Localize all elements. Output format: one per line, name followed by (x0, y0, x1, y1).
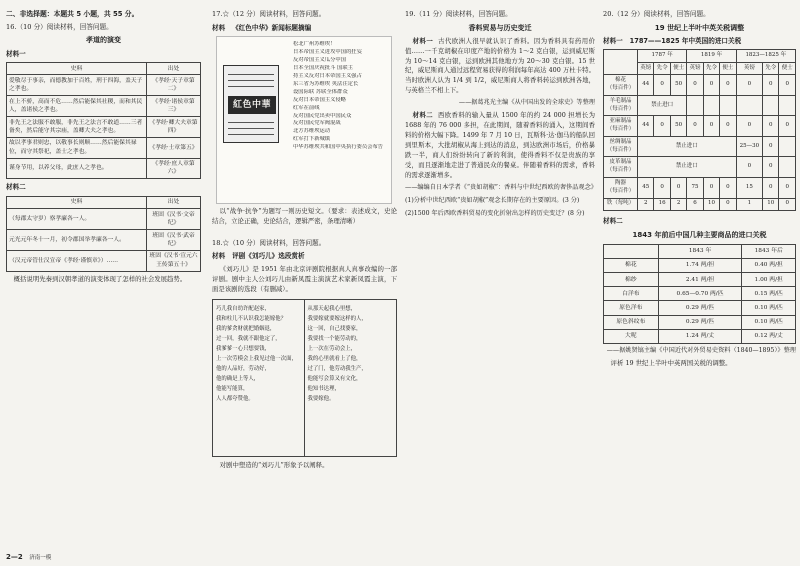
q19-material1-source: ——据葛兆光主编《从中国出发的全球史》等整理 (458, 99, 595, 107)
table-row: 大呢 1.24 两/丈 0.12 两/丈 (604, 329, 796, 343)
table-row: 皮革制品 （每百件） 禁止进口 0 0 (604, 157, 796, 178)
page-footer (6, 552, 51, 563)
q19-material2-body: 西欧香料的输入量从 1500 年的约 24 000 担增长为 1688 年的 76 000 多担，在此期间，随着香料的涌入，这期间香料的价格大幅下降。1499 年 7 月 10 日，瓦斯科·达·伽马的船队回到里斯本，大批胡椒从海上到达的消息，到达欧洲市场后，价格暴跌一半，商人们纷纷转向了新的利润，使得香料不仅是贵族的享受，而且逐渐地走进了普通民众的餐桌。伴随着香料的需求，香料的需求逐渐增多。 (405, 111, 595, 179)
page-number: 2—2 (6, 553, 23, 561)
headline: 反对国民党军阀混战 (293, 120, 341, 127)
q19-question-2: (2)1500 年后西欧香料贸易的变化折射出怎样的历史变迁？(8 分) (405, 209, 585, 217)
lyrics-table (212, 299, 397, 457)
q18-material-title: 评剧《刘巧儿》选段赏析 (232, 252, 305, 261)
headline: 日本帝国主义进攻中国的狂妄 (293, 49, 362, 56)
q19-title: 香料贸易与历史变迁 (468, 23, 532, 32)
q19-material2-label: 材料二 (412, 111, 434, 120)
q17-material-label: 材料 (212, 23, 226, 32)
column-4 (603, 10, 796, 369)
headline: 东三省为苏维埃 英法注定长 (293, 80, 359, 87)
headline: 反对国民党出卖中国民众 (293, 112, 352, 119)
table-row: 棉花 1.74 两/担 0.40 两/担 (604, 258, 796, 272)
lyrics-left: 巧儿我自幼许配赵家， 我和柱儿不认识我怎能嫁他？ 我的爹贪财就把婚姻退， 过一回，我就不跟他定了， 我爹爹一心只想要钱， 上一次劳模会上我见过他一次面， 他的人品好，劳动好， 他的确是上等人， 他能写能算， 人人都夸赞他。 (213, 300, 305, 456)
table-row: 元光元年冬十一月，初令郡国举孝廉各一人。 班固《汉书·武帝纪》 (7, 230, 201, 251)
headline: 红军在前线 (293, 104, 320, 111)
q19-material1-body: 古代欧洲人很早就认识了香料。因为香料具有药用价值……一千克胡椒在印度产地的价格为 1～2 克白银，运到威尼斯为 10～14 克白银，运到欧洲其他地方为 20～30 克白银。15 世纪，威尼斯商人通过远程贸易获得的利润每年高达 400 万杜卡特。当时欧洲人认为 1/4 到 1/2，威尼斯商人将香料转运到欧洲各地，与英格兰不相上下。 (405, 36, 595, 95)
table-header (604, 244, 659, 258)
table-header: 史料 (7, 196, 147, 208)
table-row: 在上不骄，高而不危……然后能保其社稷，而和其民人，盖诸侯之孝也。 《孝经·诸侯章第三》 (7, 96, 201, 117)
table-row: 陶器 （每百件） 45 0 0 75 0 0 15 0 0 (604, 178, 796, 199)
q18-question: 对剧中塑造的“刘巧儿”形象予以阐释。 (219, 460, 329, 469)
q20-question: 评析 19 世纪上半叶中英两国关税的调整。 (610, 358, 732, 367)
newspaper-image (216, 36, 392, 204)
headline: 日本全国庆祝批斗 国联主 (293, 64, 353, 71)
table-row: 谨身节用，以养父母，此庶人之孝也。 《孝经·庶人章第六》 (7, 158, 201, 179)
table-corner (604, 50, 638, 75)
q19-material1-label: 材料一 (412, 36, 434, 45)
year-header: 1819 年 (687, 50, 736, 63)
newspaper-masthead (223, 65, 279, 143)
table-header: 出处 (147, 63, 201, 75)
q16-title: 孝道的演变 (86, 36, 121, 45)
headline-list (293, 41, 389, 152)
q17-material-title-line (212, 24, 397, 34)
q20-table1: 1787 年 1819 年 1823—1825 年 英镑 先令 便士 英镑 先令 便士 英镑 先令 便士 棉花 （每百件） 44 0 50 0 0 0 0 0 0 羊毛制品 （每百件） 禁止进口 亚麻制品 （每百件） 44 0 50 0 0 0 0 0 0 丝绸制品 （每百件） 禁止进口 25—30 0 皮革制品 （每百件） 禁止进口 0 0 陶器 （每百件） 45 0 0 75 0 0 15 0 0 铁（每吨） 2 16 2 6 10 0 1 10 0 (603, 49, 796, 211)
q16-material2-label: 材料二 (6, 183, 26, 192)
q17-material-title: 《红色中华》新闻标题摘编 (232, 23, 312, 32)
headline: 设国际联 苏联全体群众 (293, 88, 348, 95)
table-row: 故以孝事君则忠，以敬事长则顺……然后能保其禄位，而守其祭祀，盖士之孝也。 《孝经·士章第五》 (7, 137, 201, 158)
q20-material1-label: 材料一 (603, 36, 623, 45)
lyrics-right: 从那天起我心里想， 我要嫁就要嫁这样的人， 这一回，自己找婆家， 我要找一个能劳动的， 上一次在劳动会上， 我的心里就看上了他， 过了门，他劳动我生产， 他能写会算又有文化， 他知书达理， 我要嫁他。 (307, 305, 367, 402)
q20-title: 19 世纪上半叶中英关税调整 (654, 23, 745, 32)
year-header: 1787 年 (638, 50, 687, 63)
table-header: 1843 年 (658, 244, 742, 258)
table-header: 出处 (147, 196, 201, 208)
column-2 (212, 10, 397, 471)
q20-material1-title-line (603, 37, 796, 47)
q17-question: 以“战争·抗争”为题写一则历史短文。（要求：表述成文，史论结合，立论正确，史论结合，逻辑严密，条理清晰） (212, 207, 397, 226)
table-row: 非先王之法服不敢服，非先王之法言不敢道……三者备矣，然后能守其宗庙，盖卿大夫之孝也。 《孝经·卿大夫章第四》 (7, 117, 201, 138)
table-row: 亚麻制品 （每百件） 44 0 50 0 0 0 0 0 0 (604, 116, 796, 137)
q19-material1 (405, 37, 595, 97)
q20-table2 (603, 244, 796, 344)
q16-header: 16.（10 分）阅读材料，回答问题。 (6, 22, 113, 31)
q17-header: 17.☆（12 分）阅读材料，回答问题。 (212, 10, 326, 18)
table-header: 史料 (7, 63, 147, 75)
headline: 红军打下新城镇 (293, 136, 331, 143)
headline: 松北广州苏维埃！ (293, 41, 336, 48)
table-row: 棉花 （每百件） 44 0 50 0 0 0 0 0 0 (604, 75, 796, 96)
masthead-title: 紅色中華 (228, 96, 276, 114)
table-row: 丝绸制品 （每百件） 禁止进口 25—30 0 (604, 136, 796, 157)
table-row: 铁（每吨） 2 16 2 6 10 0 1 10 0 (604, 198, 796, 211)
headline: 北方苏维埃运动 (293, 128, 331, 135)
headline: 持主义反对日本帝国主义强占 (293, 72, 362, 79)
table-row: 爱敬尽于事亲，而德教加于百姓，刑于四海，盖天子之孝也。 《孝经·天子章第二》 (7, 75, 201, 96)
headline: 反对帝国主义瓜分中国 (293, 56, 346, 63)
q18-body: 《刘巧儿》是 1951 年由北京评剧院根据真人真事改编的一部评剧。剧中主人公刘巧儿由新凤霞主演演艺术家新凤霞主演，下面是该剧的选段（有删减）。 (212, 265, 397, 293)
q16-question: 概括说明先秦到汉朝孝道的演变体现了怎样的社会发展趋势。 (13, 274, 187, 283)
q18-header: 18.☆（10 分）阅读材料，回答问题。 (212, 238, 326, 247)
q19-question-1: (1)分析中世纪西欧“贵如胡椒”观念长期存在的主要原因。(3 分) (405, 196, 580, 204)
year-header: 1823—1825 年 (736, 50, 795, 63)
table-row: 白洋布 0.65—0.70 两/匹 0.15 两/匹 (604, 287, 796, 301)
q18-material-label: 材料 (212, 252, 226, 261)
column-1 (6, 10, 201, 285)
q20-material1-title: 1787——1825 年中英国的进口关税 (629, 36, 742, 45)
table-row: 原色洋布 0.29 两/匹 0.10 两/匹 (604, 301, 796, 315)
section-header: 二、非选择题：本题共 5 小题，共 55 分。 (6, 10, 139, 18)
table-row: 羊毛制品 （每百件） 禁止进口 (604, 95, 796, 116)
table-row: （汉元帝管仕汉宣帝《孝经·谨慎章》）…… 班固《汉书·宣元六王传第五十》 (7, 250, 201, 271)
q19-material2-source: ——编编自日本学者《“贵如胡椒”：香料与中世纪西欧的奢侈品观念》 (405, 183, 597, 191)
q20-material2-label: 材料二 (603, 217, 623, 226)
table-row: 棉纱 2.41 两/担 1.00 两/担 (604, 273, 796, 287)
table-header: 1843 年后 (742, 244, 796, 258)
column-3 (405, 10, 595, 218)
headline: 反对日本帝国主义侵略 (293, 96, 346, 103)
footer-label: 济南一模 (29, 555, 52, 561)
headline: 中华苏维埃共和国中央执行委员会布告 (293, 144, 384, 151)
table-row: （每郡太守岁）察孝廉各一人。 班固《汉书·文帝纪》 (7, 209, 201, 230)
q16-table2 (6, 196, 201, 272)
q16-material1-label: 材料一 (6, 49, 26, 58)
q19-material2 (405, 111, 595, 180)
table-row: 原色斜纹布 0.29 两/匹 0.10 两/匹 (604, 315, 796, 329)
q18-material-title-line (212, 252, 397, 262)
q20-header: 20.（12 分）阅读材料，回答问题。 (603, 10, 710, 18)
q19-header: 19.（11 分）阅读材料，回答问题。 (405, 10, 512, 18)
q20-material2-title: 1843 年前后中国几种主要商品的进口关税 (632, 230, 767, 239)
q16-table1 (6, 62, 201, 179)
q20-material2-source: ——据姚贤镐主编《中国近代对外贸易史资料（1840—1895）》整理 (606, 347, 796, 354)
